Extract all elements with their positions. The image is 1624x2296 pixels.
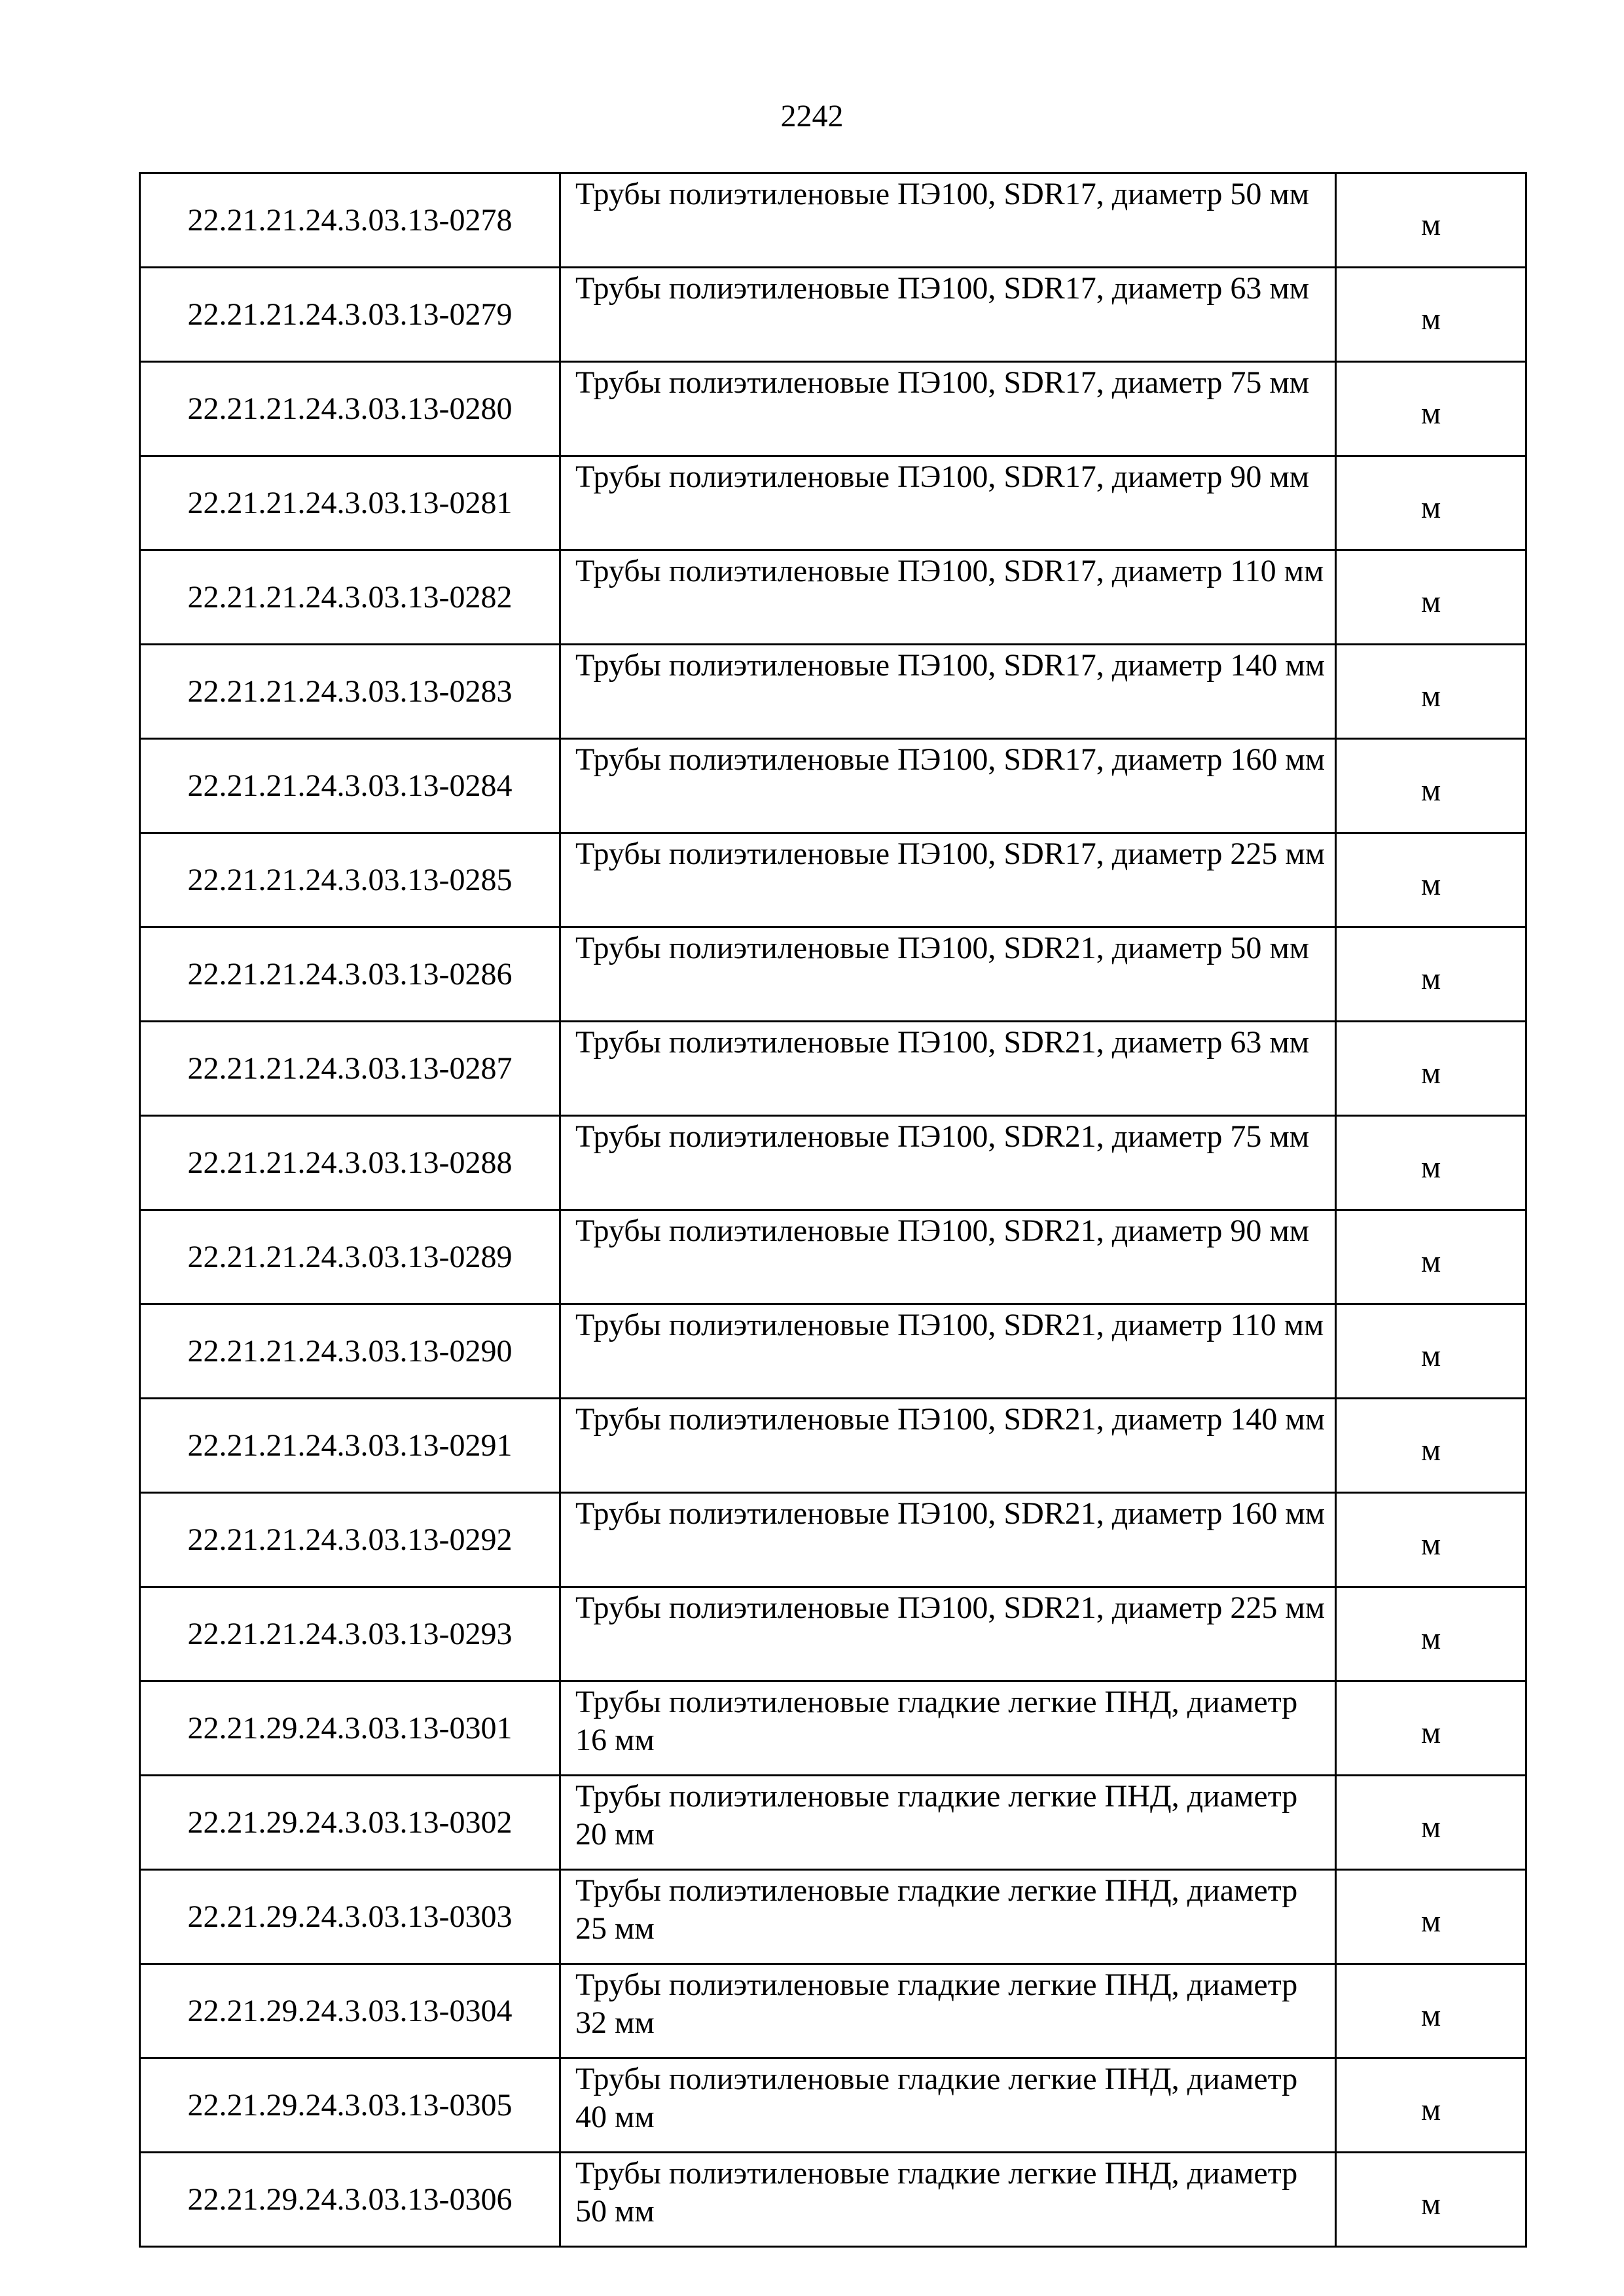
material-code-cell: 22.21.29.24.3.03.13-0302 xyxy=(140,1776,560,1870)
material-code-cell: 22.21.29.24.3.03.13-0303 xyxy=(140,1870,560,1964)
unit-of-measure-cell: м xyxy=(1336,1681,1526,1776)
unit-of-measure-cell: м xyxy=(1336,645,1526,739)
material-description-cell: Трубы полиэтиленовые ПЭ100, SDR21, диаметр 110 мм xyxy=(560,1304,1336,1399)
material-code-cell: 22.21.21.24.3.03.13-0281 xyxy=(140,456,560,550)
material-description-cell: Трубы полиэтиленовые ПЭ100, SDR17, диаметр 140 мм xyxy=(560,645,1336,739)
unit-of-measure-cell: м xyxy=(1336,1304,1526,1399)
material-code-cell: 22.21.29.24.3.03.13-0301 xyxy=(140,1681,560,1776)
material-code-cell: 22.21.21.24.3.03.13-0283 xyxy=(140,645,560,739)
table-row xyxy=(140,1870,1526,1964)
unit-of-measure-cell: м xyxy=(1336,268,1526,362)
material-description-cell: Трубы полиэтиленовые ПЭ100, SDR21, диаметр 63 мм xyxy=(560,1022,1336,1116)
material-description-cell: Трубы полиэтиленовые ПЭ100, SDR17, диаметр 160 мм xyxy=(560,739,1336,833)
material-code-cell: 22.21.21.24.3.03.13-0288 xyxy=(140,1116,560,1210)
table-row xyxy=(140,1116,1526,1210)
table-row xyxy=(140,927,1526,1022)
unit-of-measure-cell: м xyxy=(1336,1776,1526,1870)
material-description-cell: Трубы полиэтиленовые ПЭ100, SDR21, диаметр 160 мм xyxy=(560,1493,1336,1587)
material-code-cell: 22.21.21.24.3.03.13-0289 xyxy=(140,1210,560,1304)
table-row xyxy=(140,173,1526,268)
unit-of-measure-cell: м xyxy=(1336,927,1526,1022)
material-description-cell: Трубы полиэтиленовые ПЭ100, SDR21, диаметр 75 мм xyxy=(560,1116,1336,1210)
material-code-cell: 22.21.21.24.3.03.13-0280 xyxy=(140,362,560,456)
material-description-cell: Трубы полиэтиленовые ПЭ100, SDR17, диаметр 90 мм xyxy=(560,456,1336,550)
table-row xyxy=(140,2153,1526,2247)
unit-of-measure-cell: м xyxy=(1336,2058,1526,2153)
table-row xyxy=(140,1210,1526,1304)
table-row xyxy=(140,1399,1526,1493)
unit-of-measure-cell: м xyxy=(1336,2153,1526,2247)
material-code-cell: 22.21.29.24.3.03.13-0304 xyxy=(140,1964,560,2058)
unit-of-measure-cell: м xyxy=(1336,833,1526,927)
unit-of-measure-cell: м xyxy=(1336,1493,1526,1587)
unit-of-measure-cell: м xyxy=(1336,1399,1526,1493)
table-row xyxy=(140,1681,1526,1776)
material-description-cell: Трубы полиэтиленовые ПЭ100, SDR21, диаметр 50 мм xyxy=(560,927,1336,1022)
material-description-cell: Трубы полиэтиленовые ПЭ100, SDR21, диаметр 90 мм xyxy=(560,1210,1336,1304)
table-row xyxy=(140,1587,1526,1681)
unit-of-measure-cell: м xyxy=(1336,1116,1526,1210)
table-row xyxy=(140,550,1526,645)
table-row xyxy=(140,2058,1526,2153)
table-row xyxy=(140,1022,1526,1116)
unit-of-measure-cell: м xyxy=(1336,173,1526,268)
material-description-cell: Трубы полиэтиленовые гладкие легкие ПНД, диаметр 20 мм xyxy=(560,1776,1336,1870)
table-body xyxy=(140,173,1526,2247)
material-code-cell: 22.21.21.24.3.03.13-0291 xyxy=(140,1399,560,1493)
material-code-cell: 22.21.29.24.3.03.13-0306 xyxy=(140,2153,560,2247)
unit-of-measure-cell: м xyxy=(1336,362,1526,456)
material-code-cell: 22.21.21.24.3.03.13-0292 xyxy=(140,1493,560,1587)
material-code-cell: 22.21.21.24.3.03.13-0293 xyxy=(140,1587,560,1681)
page-number: 2242 xyxy=(780,99,844,134)
price-table xyxy=(139,172,1527,2248)
material-description-cell: Трубы полиэтиленовые гладкие легкие ПНД, диаметр 32 мм xyxy=(560,1964,1336,2058)
material-description-cell: Трубы полиэтиленовые ПЭ100, SDR17, диаметр 50 мм xyxy=(560,173,1336,268)
table-row xyxy=(140,1493,1526,1587)
material-code-cell: 22.21.21.24.3.03.13-0287 xyxy=(140,1022,560,1116)
material-description-cell: Трубы полиэтиленовые ПЭ100, SDR17, диаметр 63 мм xyxy=(560,268,1336,362)
unit-of-measure-cell: м xyxy=(1336,1870,1526,1964)
material-code-cell: 22.21.21.24.3.03.13-0278 xyxy=(140,173,560,268)
unit-of-measure-cell: м xyxy=(1336,1587,1526,1681)
material-code-cell: 22.21.21.24.3.03.13-0290 xyxy=(140,1304,560,1399)
material-code-cell: 22.21.21.24.3.03.13-0285 xyxy=(140,833,560,927)
table-row xyxy=(140,1304,1526,1399)
material-description-cell: Трубы полиэтиленовые гладкие легкие ПНД, диаметр 16 мм xyxy=(560,1681,1336,1776)
material-description-cell: Трубы полиэтиленовые ПЭ100, SDR21, диаметр 225 мм xyxy=(560,1587,1336,1681)
table-row xyxy=(140,456,1526,550)
material-description-cell: Трубы полиэтиленовые гладкие легкие ПНД, диаметр 50 мм xyxy=(560,2153,1336,2247)
table-row xyxy=(140,362,1526,456)
table-row xyxy=(140,833,1526,927)
material-description-cell: Трубы полиэтиленовые ПЭ100, SDR21, диаметр 140 мм xyxy=(560,1399,1336,1493)
material-description-cell: Трубы полиэтиленовые гладкие легкие ПНД, диаметр 40 мм xyxy=(560,2058,1336,2153)
table-row xyxy=(140,739,1526,833)
unit-of-measure-cell: м xyxy=(1336,550,1526,645)
material-description-cell: Трубы полиэтиленовые ПЭ100, SDR17, диаметр 225 мм xyxy=(560,833,1336,927)
unit-of-measure-cell: м xyxy=(1336,1964,1526,2058)
unit-of-measure-cell: м xyxy=(1336,1210,1526,1304)
material-code-cell: 22.21.21.24.3.03.13-0284 xyxy=(140,739,560,833)
unit-of-measure-cell: м xyxy=(1336,1022,1526,1116)
material-description-cell: Трубы полиэтиленовые гладкие легкие ПНД, диаметр 25 мм xyxy=(560,1870,1336,1964)
table-row xyxy=(140,1776,1526,1870)
unit-of-measure-cell: м xyxy=(1336,739,1526,833)
unit-of-measure-cell: м xyxy=(1336,456,1526,550)
material-code-cell: 22.21.21.24.3.03.13-0282 xyxy=(140,550,560,645)
table-row xyxy=(140,268,1526,362)
table-row xyxy=(140,1964,1526,2058)
price-table-container xyxy=(139,172,1527,2248)
material-description-cell: Трубы полиэтиленовые ПЭ100, SDR17, диаметр 110 мм xyxy=(560,550,1336,645)
table-row xyxy=(140,645,1526,739)
material-code-cell: 22.21.21.24.3.03.13-0279 xyxy=(140,268,560,362)
material-code-cell: 22.21.29.24.3.03.13-0305 xyxy=(140,2058,560,2153)
material-description-cell: Трубы полиэтиленовые ПЭ100, SDR17, диаметр 75 мм xyxy=(560,362,1336,456)
material-code-cell: 22.21.21.24.3.03.13-0286 xyxy=(140,927,560,1022)
